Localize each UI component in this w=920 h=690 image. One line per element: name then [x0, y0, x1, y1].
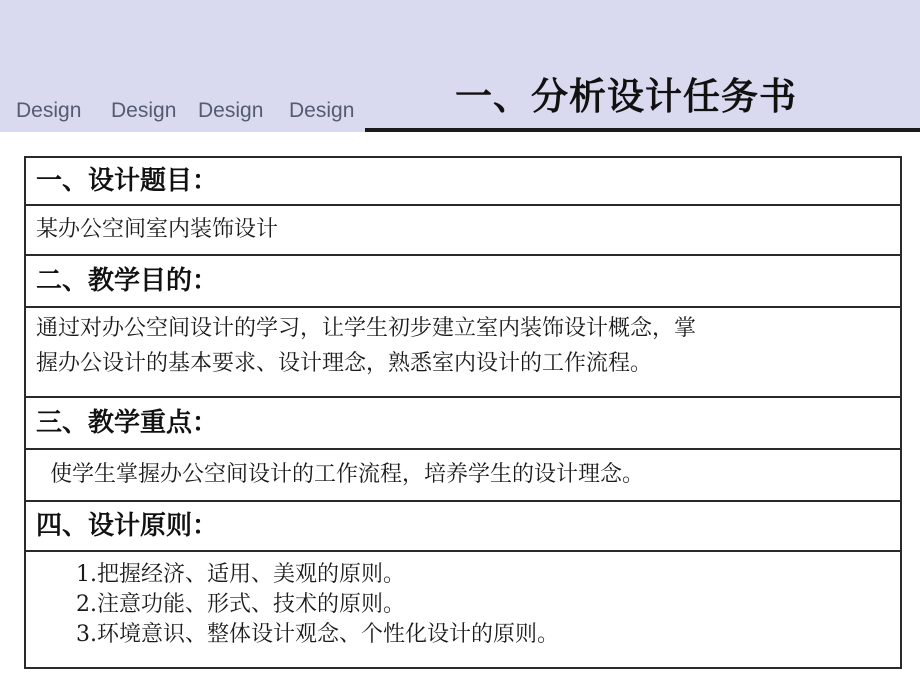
design-word: Design	[111, 99, 177, 122]
design-words	[16, 99, 354, 127]
objective-content	[26, 308, 900, 381]
principle-item: 3.环境意识、整体设计观念、个性化设计的原则。	[76, 622, 559, 647]
design-word: Design	[289, 99, 355, 122]
objective-line: 握办公设计的基本要求、设计理念，熟悉室内设计的工作流程。	[36, 351, 653, 376]
objective-line: 通过对办公空间设计的学习，让学生初步建立室内装饰设计概念，掌	[36, 316, 697, 341]
objective-heading: 二、教学目的：	[36, 266, 219, 296]
topic-heading: 一、设计题目：	[36, 166, 219, 196]
focus-content-row	[26, 450, 900, 502]
topic-heading-row	[26, 158, 900, 206]
focus-heading: 三、教学重点：	[36, 408, 219, 438]
design-word: Design	[198, 99, 264, 122]
task-table	[24, 156, 902, 669]
principle-item: 2.注意功能、形式、技术的原则。	[76, 592, 405, 617]
principles-list	[26, 552, 900, 650]
focus-heading-row	[26, 398, 900, 450]
topic-content-row	[26, 206, 900, 256]
topic-content: 某办公空间室内装饰设计	[36, 217, 279, 242]
focus-content: 使学生掌握办公空间设计的工作流程，培养学生的设计理念。	[50, 462, 645, 487]
objective-content-row	[26, 308, 900, 398]
principle-item: 1.把握经济、适用、美观的原则。	[76, 562, 405, 587]
principles-content-row	[26, 552, 900, 667]
page-title: 一、分析设计任务书	[455, 75, 797, 118]
principles-heading: 四、设计原则：	[36, 511, 219, 541]
design-word: Design	[16, 99, 82, 122]
objective-heading-row	[26, 256, 900, 308]
principles-heading-row	[26, 502, 900, 552]
header-divider	[365, 128, 920, 132]
